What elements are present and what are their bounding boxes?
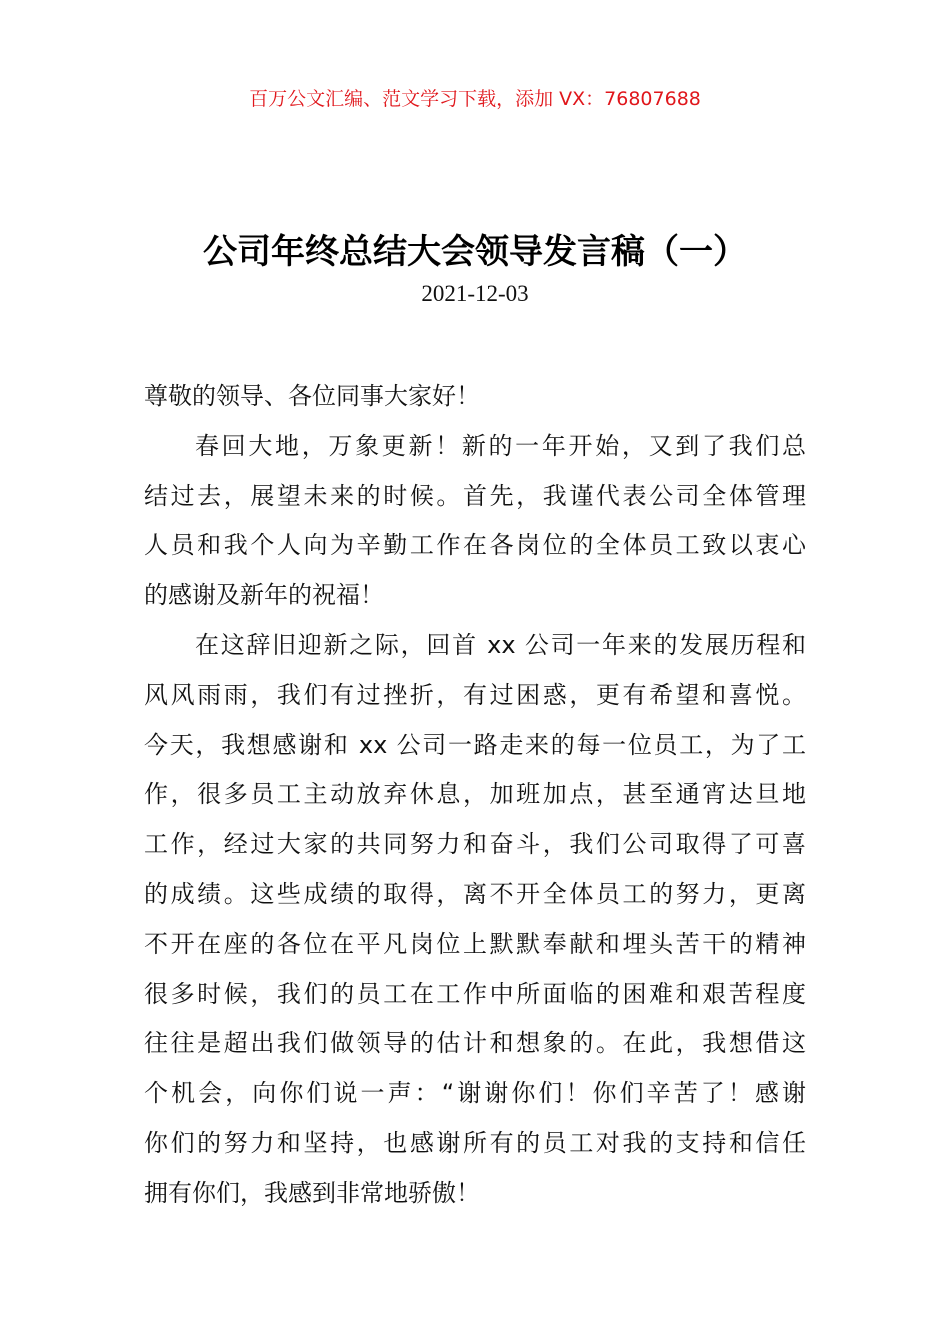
text-line: 拥有你们，我感到非常地骄傲！ [144, 1178, 480, 1207]
text-line: 的成绩。这些成绩的取得，离不开全体员工的努力，更离 [144, 879, 806, 908]
text-line: 结过去，展望未来的时候。首先，我谨代表公司全体管理 [144, 481, 806, 510]
document-date: 2021-12-03 [421, 281, 529, 306]
document-title: 公司年终总结大会领导发言稿（一） [203, 232, 747, 272]
watermark-header: 百万公文汇编、范文学习下载，添加 VX：76807688 [249, 88, 701, 110]
text-line: 工作，经过大家的共同努力和奋斗，我们公司取得了可喜 [144, 830, 806, 859]
text-line: 你们的努力和坚持，也感谢所有的员工对我的支持和信任 [144, 1128, 806, 1157]
text-line: 在这辞旧迎新之际，回首 xx 公司一年来的发展历程和 [195, 630, 806, 659]
text-line: 风风雨雨，我们有过挫折，有过困惑，更有希望和喜悦。 [144, 680, 806, 709]
text-line: 春回大地，万象更新！新的一年开始，又到了我们总 [195, 431, 806, 460]
text-line: 的感谢及新年的祝福！ [144, 581, 384, 610]
text-line: 往往是超出我们做领导的估计和想象的。在此，我想借这 [144, 1029, 806, 1058]
text-line: 作，很多员工主动放弃休息，加班加点，甚至通宵达旦地 [144, 780, 806, 809]
text-line: 个机会，向你们说一声：“谢谢你们！你们辛苦了！感谢 [144, 1079, 806, 1108]
salutation: 尊敬的领导、各位同事大家好！ [144, 382, 480, 410]
document-body [144, 376, 806, 1223]
text-line: 很多时候，我们的员工在工作中所面临的困难和艰苦程度 [144, 979, 806, 1008]
text-line: 不开在座的各位在平凡岗位上默默奉献和埋头苦干的精神 [144, 929, 806, 958]
text-line: 人员和我个人向为辛勤工作在各岗位的全体员工致以衷心 [144, 531, 806, 560]
text-line: 今天，我想感谢和 xx 公司一路走来的每一位员工，为了工 [144, 730, 806, 759]
